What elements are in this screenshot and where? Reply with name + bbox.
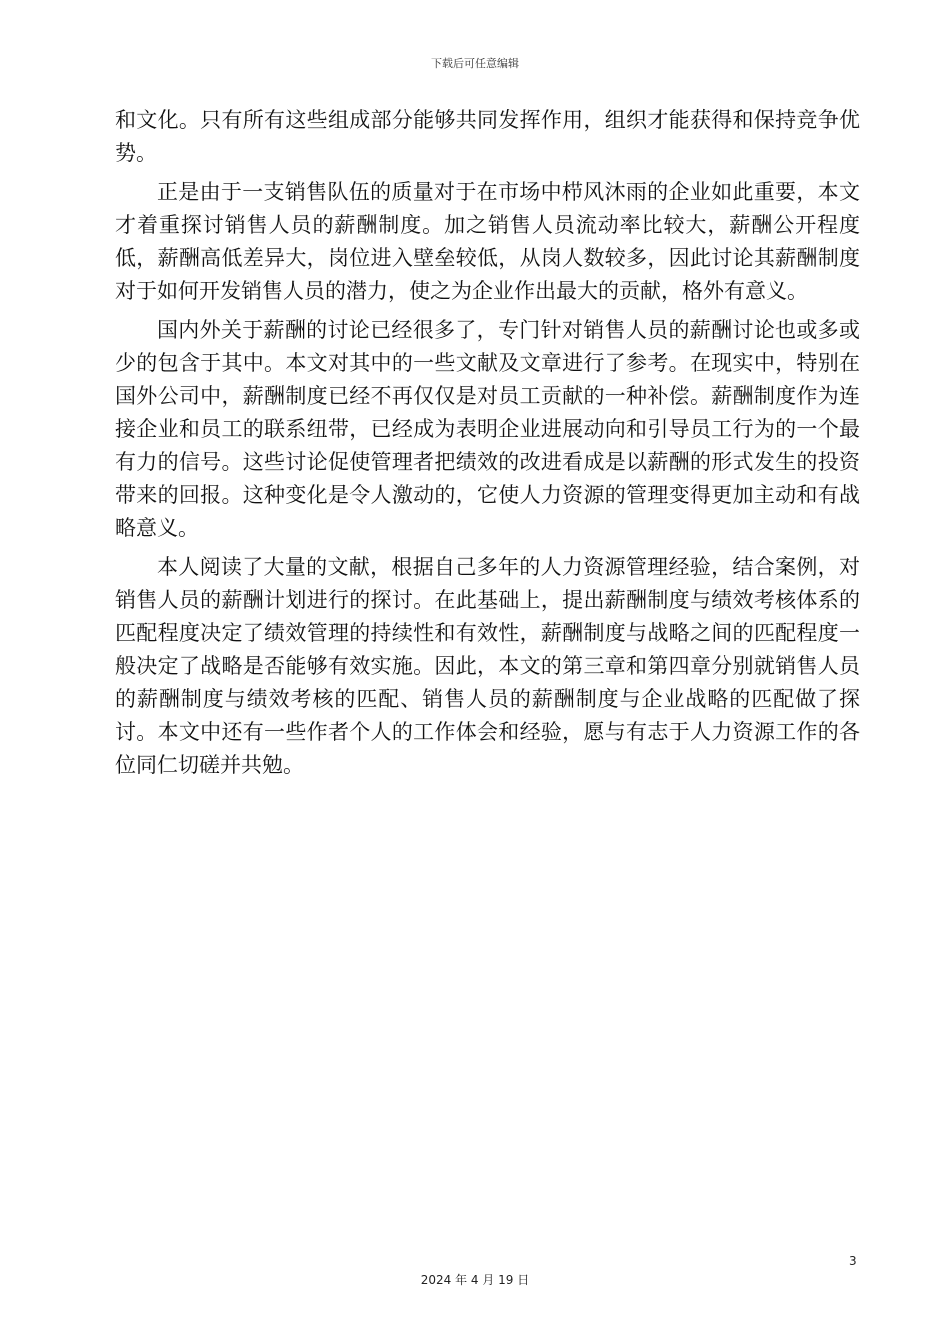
footer-date: 2024 年 4 月 19 日	[420, 1273, 530, 1287]
document-body	[115, 104, 860, 788]
page-header: 下载后可任意编辑	[431, 57, 519, 70]
paragraph: 国内外关于薪酬的讨论已经很多了，专门针对销售人员的薪酬讨论也或多或少的包含于其中。本文对其中的一些文献及文章进行了参考。在现实中，特别在国外公司中，薪酬制度已经不再仅仅是对员工贡献的一种补偿。薪酬制度作为连接企业和员工的联系纽带，已经成为表明企业进展动向和引导员工行为的一个最有力的信号。这些讨论促使管理者把绩效的改进看成是以薪酬的形式发生的投资带来的回报。这种变化是令人激动的，它使人力资源的管理变得更加主动和有战略意义。	[115, 318, 860, 540]
page-number: 3	[849, 1254, 857, 1268]
paragraph-continuation: 和文化。只有所有这些组成部分能够共同发挥作用，组织才能获得和保持竞争优势。	[115, 108, 860, 165]
paragraph: 本人阅读了大量的文献，根据自己多年的人力资源管理经验，结合案例，对销售人员的薪酬计划进行的探讨。在此基础上，提出薪酬制度与绩效考核体系的匹配程度决定了绩效管理的持续性和有效性，薪酬制度与战略之间的匹配程度一般决定了战略是否能够有效实施。因此，本文的第三章和第四章分别就销售人员的薪酬制度与绩效考核的匹配、销售人员的薪酬制度与企业战略的匹配做了探讨。本文中还有一些作者个人的工作体会和经验，愿与有志于人力资源工作的各位同仁切磋并共勉。	[115, 555, 860, 777]
paragraph: 正是由于一支销售队伍的质量对于在市场中栉风沐雨的企业如此重要，本文才着重探讨销售人员的薪酬制度。加之销售人员流动率比较大，薪酬公开程度低，薪酬高低差异大，岗位进入壁垒较低，从岗人数较多，因此讨论其薪酬制度对于如何开发销售人员的潜力，使之为企业作出最大的贡献，格外有意义。	[115, 180, 860, 303]
